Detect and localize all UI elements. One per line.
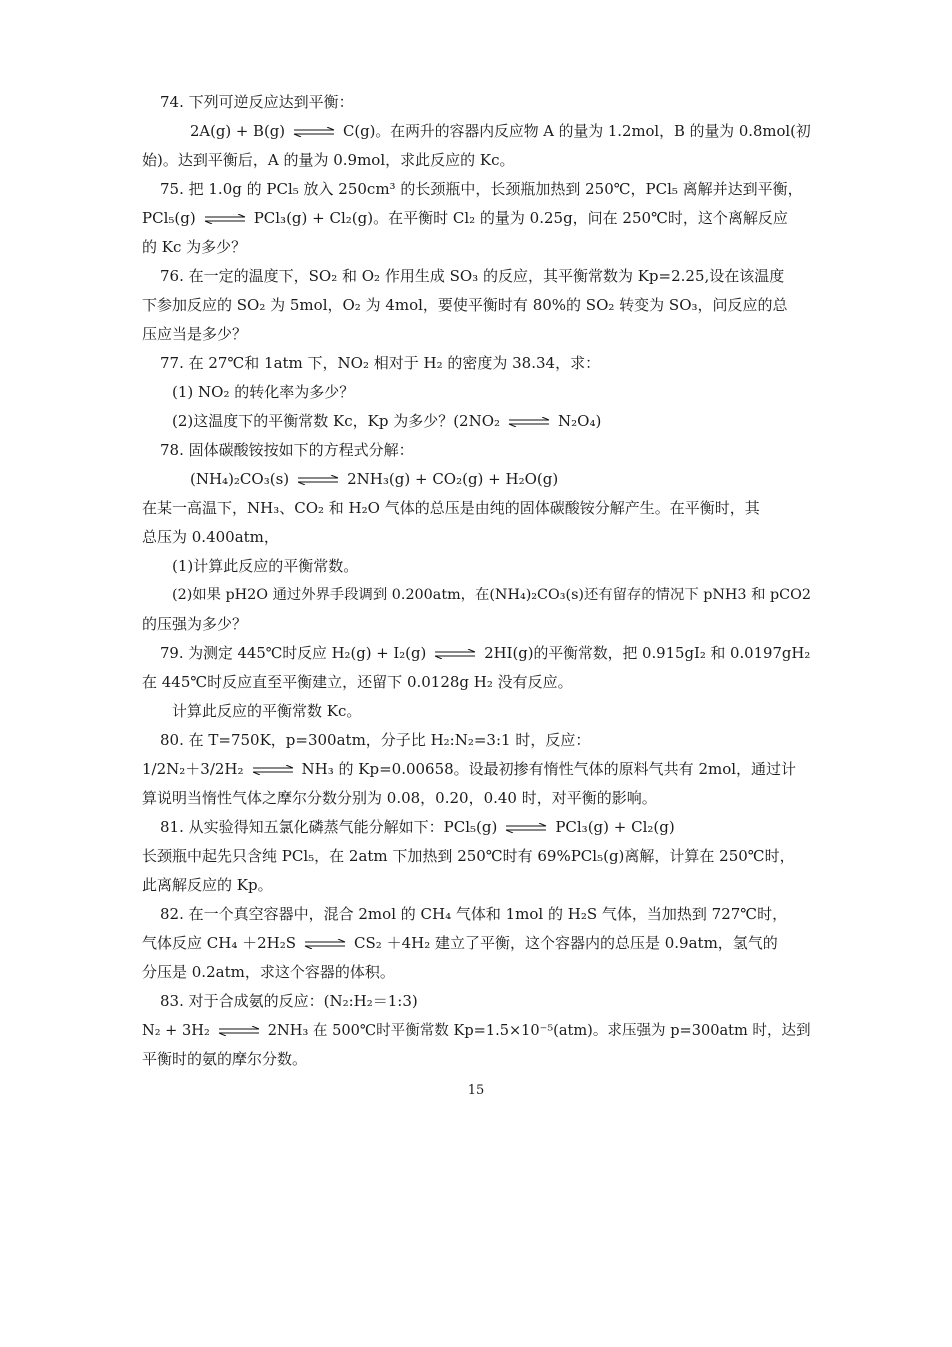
equilibrium-arrow-icon: [434, 649, 476, 659]
q75-heading: 75. 把 1.0g 的 PCl₅ 放入 250cm³ 的长颈瓶中，长颈瓶加热到 250℃，PCl₅ 离解并达到平衡，: [160, 180, 803, 198]
q78-sub1: (1)计算此反应的平衡常数。: [172, 557, 359, 575]
q81-text: 此离解反应的 Kp。: [142, 876, 273, 894]
q78-sub2: (2)如果 pH2O 通过外界手段调到 0.200atm，在(NH₄)₂CO₃(s)还有留存的情况下 pNH3 和 pCO2: [172, 587, 811, 603]
q74-text: 始)。达到平衡后，A 的量为 0.9mol，求此反应的 Kc。: [142, 151, 515, 169]
q81-text: 长颈瓶中起先只含纯 PCl₅，在 2atm 下加热到 250℃时有 69%PCl₅(g)离解，计算在 250℃时，: [142, 847, 795, 865]
equilibrium-arrow-icon: [304, 939, 346, 949]
q83-heading: 83. 对于合成氨的反应：(N₂:H₂＝1:3): [160, 992, 418, 1010]
equilibrium-arrow-icon: [293, 127, 335, 137]
document-body: [142, 88, 810, 1074]
q82-text: 分压是 0.2atm，求这个容器的体积。: [142, 963, 395, 981]
q77-sub2: (2)这温度下的平衡常数 Kc，Kp 为多少？(2NO₂ N₂O₄): [172, 412, 602, 430]
q78-text: 的压强为多少？: [142, 615, 248, 633]
q76-text: 下参加反应的 SO₂ 为 5mol，O₂ 为 4mol，要使平衡时有 80%的 SO₂ 转变为 SO₃，问反应的总: [142, 296, 788, 314]
q83-text: 平衡时的氨的摩尔分数。: [142, 1050, 308, 1068]
q82-equation: 气体反应 CH₄ ＋2H₂S CS₂ ＋4H₂ 建立了平衡，这个容器内的总压是 0.9atm，氢气的: [142, 934, 778, 952]
equilibrium-arrow-icon: [297, 475, 339, 485]
q78-heading: 78. 固体碳酸铵按如下的方程式分解：: [160, 441, 414, 459]
q75-equation: PCl₅(g) PCl₃(g) + Cl₂(g)。在平衡时 Cl₂ 的量为 0.25g，问在 250℃时，这个离解反应: [142, 209, 788, 227]
q76-heading: 76. 在一定的温度下，SO₂ 和 O₂ 作用生成 SO₃ 的反应，其平衡常数为 Kp=2.25,设在该温度: [160, 267, 785, 285]
q74-equation: 2A(g) + B(g) C(g)。在两升的容器内反应物 A 的量为 1.2mol，B 的量为 0.8mol(初: [190, 123, 811, 140]
equilibrium-arrow-icon: [508, 417, 550, 427]
q81-heading: 81. 从实验得知五氯化磷蒸气能分解如下：PCl₅(g) PCl₃(g) + Cl₂(g): [160, 818, 675, 836]
q80-text: 算说明当惰性气体之摩尔分数分别为 0.08，0.20，0.40 时，对平衡的影响。: [142, 789, 657, 807]
equilibrium-arrow-icon: [252, 765, 294, 775]
page-number: 15: [467, 1083, 485, 1098]
q74-heading: 74. 下列可逆反应达到平衡：: [160, 93, 354, 111]
equilibrium-arrow-icon: [218, 1026, 260, 1036]
q76-text: 压应当是多少？: [142, 325, 248, 343]
q79-text: 在 445℃时反应直至平衡建立，还留下 0.0128g H₂ 没有反应。: [142, 673, 573, 691]
q79-heading: 79. 为测定 445℃时反应 H₂(g) + I₂(g) 2HI(g)的平衡常数，把 0.915gI₂ 和 0.0197gH₂: [160, 645, 811, 662]
q77-sub1: (1) NO₂ 的转化率为多少？: [172, 383, 355, 401]
q75-text: 的 Kc 为多少？: [142, 238, 247, 256]
q82-heading: 82. 在一个真空容器中，混合 2mol 的 CH₄ 气体和 1mol 的 H₂S 气体，当加热到 727℃时，: [160, 905, 788, 923]
equilibrium-arrow-icon: [505, 823, 547, 833]
q78-text: 总压为 0.400atm，: [142, 528, 279, 546]
equilibrium-arrow-icon: [204, 214, 246, 224]
q83-equation: N₂ + 3H₂ 2NH₃ 在 500℃时平衡常数 Kp=1.5×10⁻⁵(atm)。求压强为 p=300atm 时，达到: [142, 1022, 811, 1039]
q80-equation: 1/2N₂＋3/2H₂ NH₃ 的 Kp=0.00658。设最初掺有惰性气体的原料气共有 2mol，通过计: [142, 760, 797, 778]
q80-heading: 80. 在 T=750K，p=300atm，分子比 H₂:N₂=3:1 时，反应：: [160, 731, 591, 749]
q78-text: 在某一高温下，NH₃、CO₂ 和 H₂O 气体的总压是由纯的固体碳酸铵分解产生。在平衡时，其: [142, 499, 760, 517]
q78-equation: (NH₄)₂CO₃(s) 2NH₃(g) + CO₂(g) + H₂O(g): [190, 470, 559, 488]
q77-heading: 77. 在 27℃和 1atm 下，NO₂ 相对于 H₂ 的密度为 38.34，求：: [160, 354, 601, 372]
q79-text: 计算此反应的平衡常数 Kc。: [172, 702, 362, 720]
